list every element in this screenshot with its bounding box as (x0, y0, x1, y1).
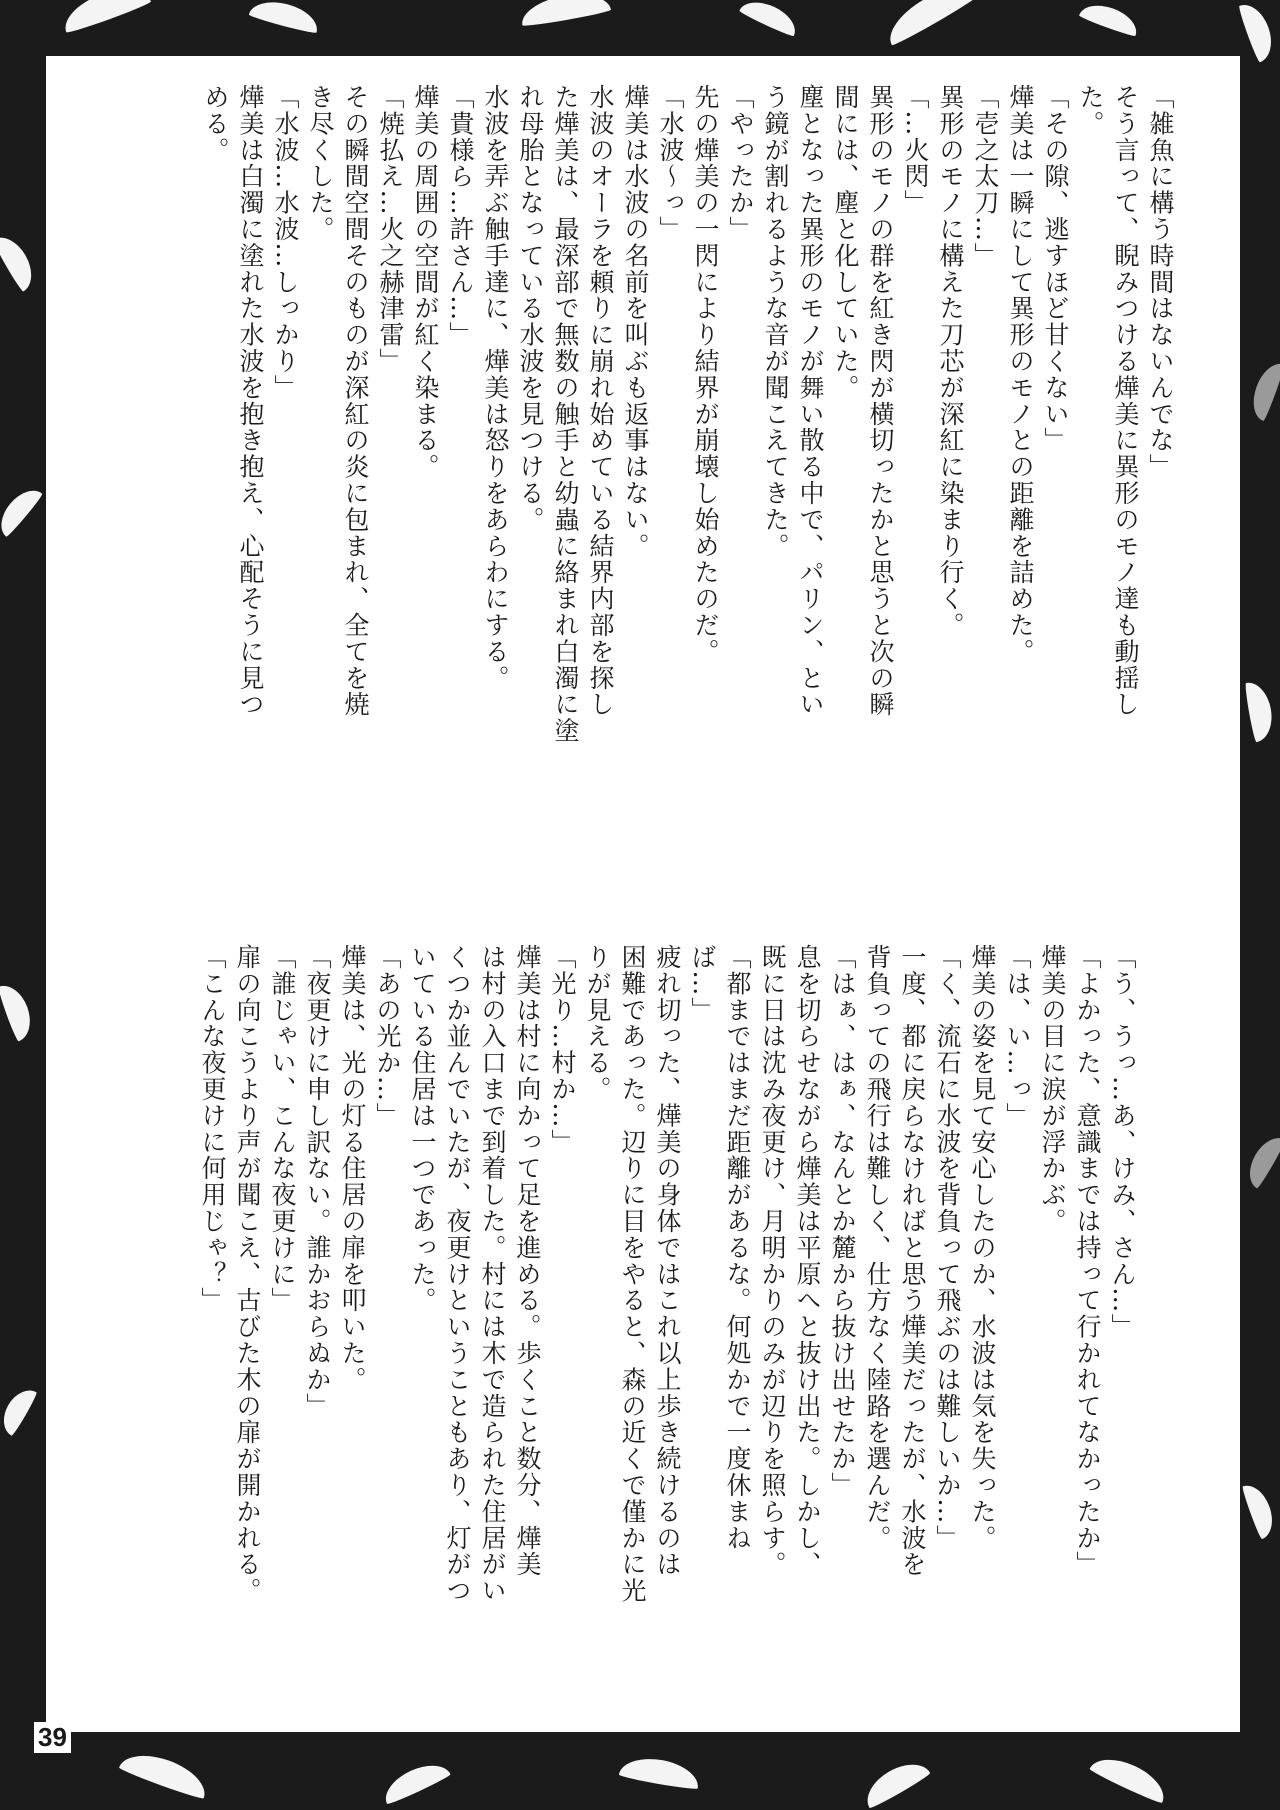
text-line: 背負っての飛行は難しく、仕方なく陸路を選んだ。 (863, 944, 892, 1552)
text-line: その瞬間空間そのものが深紅の炎に包まれ、全てを焼 (341, 84, 370, 718)
text-line: た。 (1076, 84, 1105, 137)
text-line: 「う、うっ…あ、けみ、さん…」 (1108, 944, 1137, 1340)
feather-icon (248, 0, 321, 35)
page-number: 39 (34, 1722, 71, 1753)
text-line: 「雑魚に構う時間はないんでな」 (1146, 84, 1175, 480)
text-line: 「こんな夜更けに何用じゃ？」 (198, 944, 227, 1314)
text-line: れ母胎となっている水波を見つける。 (516, 84, 545, 533)
text-line: 異形のモノに構えた刀芯が深紅に染まり行く。 (936, 84, 965, 639)
feather-icon (0, 230, 41, 293)
text-line: 息を切らせながら燁美は平原へと抜け出た。しかし、 (793, 944, 822, 1578)
text-line: 「その隙、逃すほど甘くない」 (1041, 84, 1070, 454)
text-line: いている住居は一つであった。 (408, 944, 437, 1314)
text-line: 「光り…村か…」 (548, 944, 577, 1156)
feather-icon (859, 1754, 932, 1810)
feather-icon (0, 980, 37, 1042)
feather-icon (619, 1753, 702, 1791)
text-line: 燁美は、光の灯る住居の扉を叩いた。 (338, 944, 367, 1393)
text-line: める。 (201, 84, 230, 164)
text-line: 「よかった、意識までは持って行かれてなかったか」 (1073, 944, 1102, 1578)
text-line: くつか並んでいたが、夜更けということもあり、灯がつ (443, 944, 472, 1604)
text-line: 一度、都に戻らなければと思う燁美だったが、水波を (898, 944, 927, 1578)
text-line: ば…」 (688, 944, 717, 1024)
text-line: 「都まではまだ距離があるな。何処かで一度休まね (723, 944, 752, 1552)
lower-text-block (195, 944, 1140, 1724)
text-line: 「はぁ、はぁ、なんとか麓から抜け出せたか」 (828, 944, 857, 1499)
text-line: 「水波〜っ」 (656, 84, 685, 243)
text-line: き尽くした。 (306, 84, 335, 243)
text-line: 「水波…水波…しっかり」 (271, 84, 300, 401)
text-line: 異形のモノの群を紅き閃が横切ったかと思うと次の瞬 (866, 84, 895, 718)
feather-icon (880, 0, 980, 47)
feather-icon (0, 1383, 38, 1436)
text-line: 「く、流石に水波を背負って飛ぶのは難しいか…」 (933, 944, 962, 1552)
feather-icon (739, 0, 802, 38)
text-line: 「焼払え…火之赫津雷」 (376, 84, 405, 375)
text-line: 燁美は水波の名前を叫ぶも返事はない。 (621, 84, 650, 560)
text-line: 扉の向こうより声が聞こえ、古びた木の扉が開かれる。 (233, 944, 262, 1604)
text-line: 「夜更けに申し訳ない。誰かおらぬか」 (303, 944, 332, 1420)
feather-icon (379, 1756, 452, 1806)
text-line: 燁美は村に向かって足を進める。歩くこと数分、燁美 (513, 944, 542, 1578)
upper-text-block (198, 84, 1178, 864)
text-line: 既に日は沈み夜更け、月明かりのみが辺りを照らす。 (758, 944, 787, 1578)
text-line: た燁美は、最深部で無数の触手と幼蟲に絡まれ白濁に塗 (551, 84, 580, 744)
text-line: 間には、塵と化していた。 (831, 84, 860, 401)
feather-icon (1237, 0, 1278, 63)
text-line: 水波のオーラを頼りに崩れ始めている結界内部を探し (586, 84, 615, 718)
feather-icon (58, 0, 151, 35)
text-line: 困難であった。辺りに目をやると、森の近くで僅かに光 (618, 944, 647, 1604)
feather-icon (1241, 1480, 1279, 1539)
text-line: 疲れ切った、燁美の身体ではこれ以上歩き続けるのは (653, 944, 682, 1578)
feather-icon (1246, 358, 1280, 421)
feather-icon (1241, 1131, 1280, 1189)
text-line: 先の燁美の一閃により結界が崩壊し始めたのだ。 (691, 84, 720, 665)
text-line: 「は、い…っ」 (1003, 944, 1032, 1129)
text-line: 「あの光か…」 (373, 944, 402, 1129)
feather-icon (1244, 680, 1276, 743)
text-line: 燁美の目に涙が浮かぶ。 (1038, 944, 1067, 1235)
feather-icon (519, 0, 612, 28)
text-line: 水波を弄ぶ触手達に、燁美は怒りをあらわにする。 (481, 84, 510, 692)
text-line: 燁美は白濁に塗れた水波を抱き抱え、心配そうに見つ (236, 84, 265, 718)
text-line: そう言って、睨みつける燁美に異形のモノ達も動揺し (1111, 84, 1140, 718)
feather-icon (1078, 0, 1141, 38)
text-line: 「やったか」 (726, 84, 755, 243)
text-line: 「貴様ら…許さん…」 (446, 84, 475, 348)
text-line: りが見える。 (583, 944, 612, 1103)
text-line: 「壱之太刀…」 (971, 84, 1000, 269)
text-line: 燁美の周囲の空間が紅く染まる。 (411, 84, 440, 480)
text-line: は村の入口まで到着した。村には木で造られた住居がい (478, 944, 507, 1604)
text-line: 燁美の姿を見て安心したのか、水波は気を失った。 (968, 944, 997, 1552)
text-line: う鏡が割れるような音が聞こえてきた。 (761, 84, 790, 560)
text-line: 「…火閃」 (901, 84, 930, 216)
feather-icon (118, 1745, 211, 1800)
text-line: 燁美は一瞬にして異形のモノとの距離を詰めた。 (1006, 84, 1035, 665)
text-line: 塵となった異形のモノが舞い散る中で、パリン、とい (796, 84, 825, 718)
text-panel (46, 56, 1240, 1732)
text-line: 「誰じゃい、こんな夜更けに」 (268, 944, 297, 1314)
feather-icon (1089, 1749, 1172, 1805)
feather-icon (0, 482, 44, 538)
